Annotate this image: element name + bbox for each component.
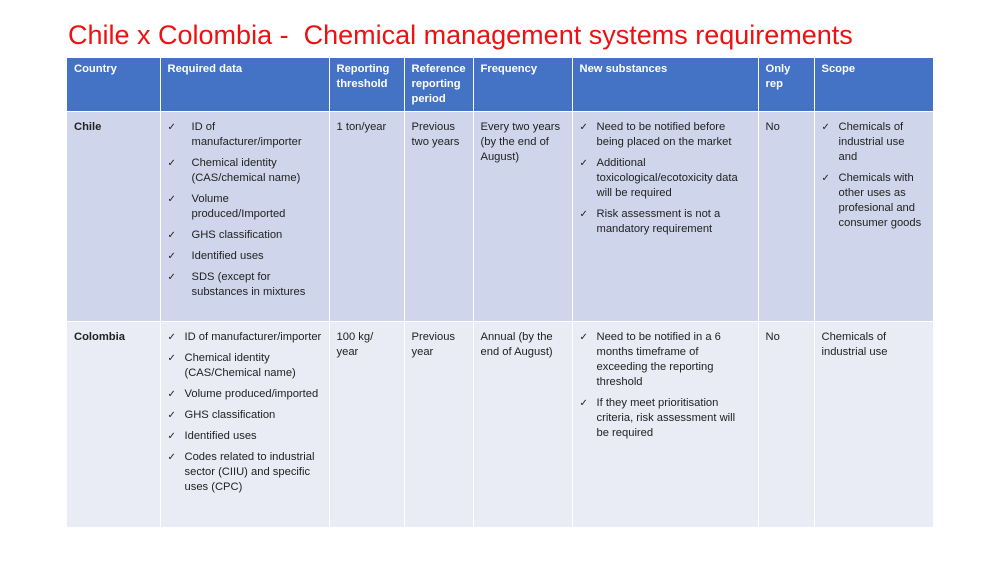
list-item-text: Need to be notified in a 6 months timeframe of exceeding the reporting threshold	[596, 331, 721, 388]
cell-required-data	[160, 112, 329, 322]
list-item-text: ID of manufacturer/importer	[184, 331, 322, 343]
list-item	[580, 330, 751, 390]
checkmark-icon: ✓	[821, 173, 830, 184]
required-data-list	[168, 330, 322, 495]
header-reference-period: Reference reporting period	[404, 58, 473, 112]
checkmark-icon: ✓	[579, 122, 588, 133]
cell-country: Chile	[67, 112, 160, 322]
list-item-text: Need to be notified before being placed on the market	[596, 121, 732, 148]
checkmark-icon: ✓	[579, 209, 588, 220]
header-scope: Scope	[814, 58, 933, 112]
list-item	[168, 120, 322, 150]
list-item	[168, 156, 322, 186]
required-data-list	[168, 120, 322, 300]
list-item-text: Risk assessment is not a mandatory requirement	[596, 208, 721, 235]
list-item-text: Chemicals of industrial use and	[838, 121, 905, 163]
header-row	[67, 58, 933, 112]
checkmark-icon: ✓	[167, 410, 176, 421]
checkmark-icon: ✓	[167, 332, 176, 343]
cell-frequency: Annual (by the end of August)	[473, 322, 572, 527]
list-item-text: Chemical identity (CAS/chemical name)	[191, 157, 301, 184]
list-item	[168, 429, 322, 444]
list-item	[168, 228, 322, 243]
list-item-text: GHS classification	[191, 229, 283, 241]
cell-period: Previous year	[404, 322, 473, 527]
list-item	[580, 156, 751, 201]
header-required-data: Required data	[160, 58, 329, 112]
list-item-text: If they meet prioritisation criteria, risk assessment will be required	[596, 397, 736, 439]
checkmark-icon: ✓	[167, 158, 176, 169]
list-item-text: GHS classification	[184, 409, 276, 421]
cell-period: Previous two years	[404, 112, 473, 322]
table-row-chile	[67, 112, 933, 322]
list-item	[168, 249, 322, 264]
checkmark-icon: ✓	[821, 122, 830, 133]
checkmark-icon: ✓	[579, 332, 588, 343]
list-item-text: Chemical identity (CAS/Chemical name)	[184, 352, 296, 379]
list-item-text: Volume produced/imported	[184, 388, 319, 400]
header-reporting-threshold: Reporting threshold	[329, 58, 404, 112]
list-item	[168, 408, 322, 423]
list-item-text: Identified uses	[184, 430, 257, 442]
cell-new-substances	[572, 112, 758, 322]
list-item-text: Codes related to industrial sector (CIIU) and specific uses (CPC)	[184, 451, 315, 493]
checkmark-icon: ✓	[167, 194, 176, 205]
list-item	[168, 450, 322, 495]
list-item	[580, 120, 751, 150]
header-only-rep: Only rep	[758, 58, 814, 112]
new-substances-list	[580, 120, 751, 237]
list-item	[580, 207, 751, 237]
checkmark-icon: ✓	[167, 452, 176, 463]
header-country: Country	[67, 58, 160, 112]
new-substances-list	[580, 330, 751, 441]
header-new-substances: New substances	[572, 58, 758, 112]
cell-threshold: 1 ton/year	[329, 112, 404, 322]
list-item-text: Volume produced/Imported	[191, 193, 286, 220]
checkmark-icon: ✓	[167, 389, 176, 400]
checkmark-icon: ✓	[167, 272, 176, 283]
list-item	[168, 351, 322, 381]
cell-only-rep: No	[758, 322, 814, 527]
cell-only-rep: No	[758, 112, 814, 322]
list-item	[168, 270, 322, 300]
list-item-text: Additional toxicological/ecotoxicity data will be required	[596, 157, 738, 199]
checkmark-icon: ✓	[167, 122, 176, 133]
scope-list	[822, 120, 927, 231]
checkmark-icon: ✓	[579, 398, 588, 409]
cell-scope: Chemicals of industrial use	[814, 322, 933, 527]
cell-country: Colombia	[67, 322, 160, 527]
list-item	[168, 387, 322, 402]
cell-new-substances	[572, 322, 758, 527]
list-item-text: ID of manufacturer/importer	[191, 121, 302, 148]
list-item-text: Chemicals with other uses as profesional and consumer goods	[838, 172, 922, 229]
checkmark-icon: ✓	[167, 251, 176, 262]
requirements-table	[67, 58, 933, 527]
header-frequency: Frequency	[473, 58, 572, 112]
list-item-text: SDS (except for substances in mixtures	[191, 271, 306, 298]
checkmark-icon: ✓	[579, 158, 588, 169]
list-item-text: Identified uses	[191, 250, 264, 262]
cell-frequency: Every two years (by the end of August)	[473, 112, 572, 322]
checkmark-icon: ✓	[167, 230, 176, 241]
slide-title: Chile x Colombia - Chemical management systems requirements	[68, 20, 853, 50]
list-item	[580, 396, 751, 441]
table-row-colombia	[67, 322, 933, 527]
cell-scope	[814, 112, 933, 322]
list-item	[168, 192, 322, 222]
cell-required-data	[160, 322, 329, 527]
checkmark-icon: ✓	[167, 353, 176, 364]
cell-threshold: 100 kg/ year	[329, 322, 404, 527]
list-item	[822, 171, 927, 231]
list-item	[168, 330, 322, 345]
checkmark-icon: ✓	[167, 431, 176, 442]
list-item	[822, 120, 927, 165]
